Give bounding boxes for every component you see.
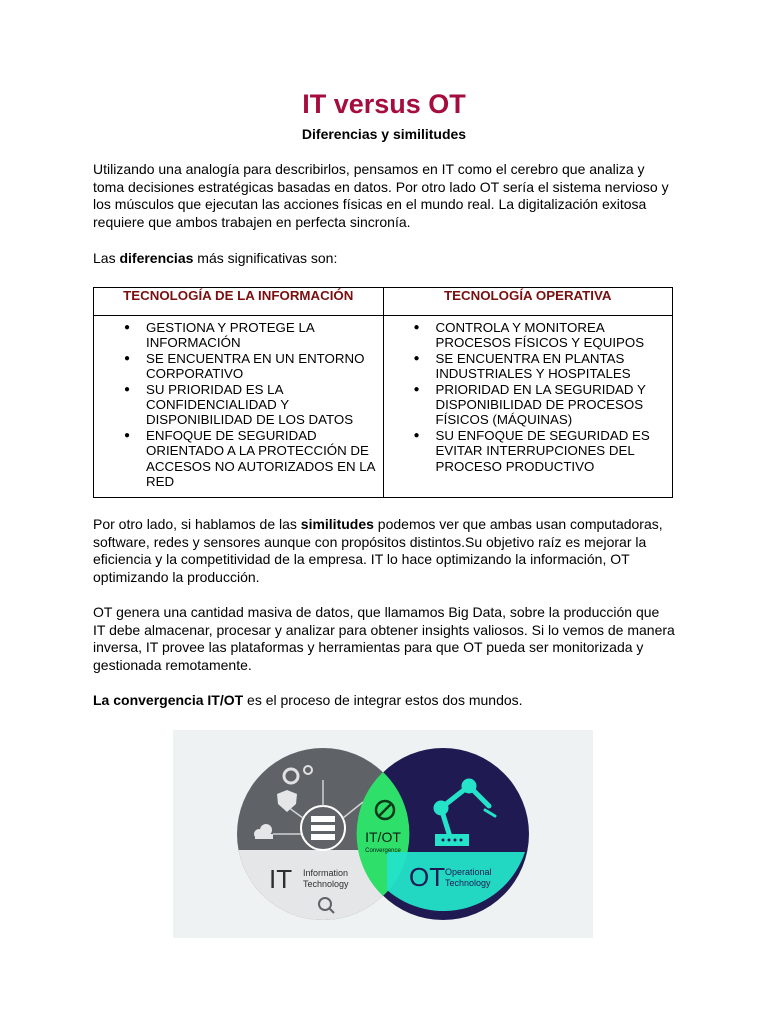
list-item: ● GESTIONA Y PROTEGE LA INFORMACIÓN — [146, 320, 377, 351]
list-item: ● CONTROLA Y MONITOREA PROCESOS FÍSICOS Y EQUIPOS — [436, 320, 667, 351]
similarities-keyword: similitudes — [300, 516, 374, 532]
center-label: IT/OT — [365, 829, 401, 845]
column-header-ot: TECNOLOGÍA OPERATIVA — [383, 288, 673, 316]
page-subtitle: Diferencias y similitudes — [301, 126, 467, 142]
center-sublabel: Convergence — [365, 848, 401, 854]
differences-lead-text: Las — [93, 250, 120, 266]
it-list — [100, 320, 377, 489]
big-data-paragraph: OT genera una cantidad masiva de datos, que llamamos Big Data, sobre la producción que IT debe almacenar, procesar y analizar para obtener insights valiosos. Si lo vemos de manera inversa, IT provee las plataformas y herramientas para que OT pueda ser monitorizada y gestionada remotamente. — [93, 604, 675, 673]
intro-paragraph: Utilizando una analogía para describirlos, pensamos en IT como el cerebro que analiza y toma decisiones estratégicas basadas en datos. Por otro lado OT sería el sistema nervioso y los músculos que ejecutan las acciones físicas en el mundo real. La digitalización exitosa requiere que ambos trabajen en perfecta sincronía. — [93, 161, 669, 230]
ot-abbr: OT — [409, 862, 446, 892]
it-line2: Technology — [303, 879, 349, 889]
it-line1: Information — [303, 868, 349, 878]
table-row — [94, 316, 673, 498]
it-abbr: IT — [269, 864, 293, 894]
similarities-paragraph — [93, 516, 675, 586]
list-item: ● SE ENCUENTRA EN PLANTAS INDUSTRIALES Y HOSPITALES — [436, 351, 667, 382]
table-header-row — [94, 288, 673, 316]
list-item: ● SE ENCUENTRA EN UN ENTORNO CORPORATIVO — [146, 351, 377, 382]
venn-diagram — [173, 730, 593, 938]
it-ot-convergence-illustration — [173, 730, 593, 938]
differences-lead-tail: más significativas son: — [193, 250, 338, 266]
comparison-table — [93, 287, 673, 498]
list-item: ● SU PRIORIDAD ES LA CONFIDENCIALIDAD Y DISPONIBILIDAD DE LOS DATOS — [146, 382, 377, 428]
ot-cell — [383, 316, 673, 498]
similarities-tail: podemos ver que ambas usan computadoras, software, redes y sensores aunque con propósitos distintos.Su objetivo raíz es mejorar la eficiencia y la competitividad de la empresa. IT lo hace optimizando la información, OT optimizando la producción. — [93, 516, 663, 585]
page-title: IT versus OT — [302, 89, 466, 119]
ot-line2: Technology — [445, 878, 491, 888]
ot-list — [390, 320, 667, 474]
list-item: ● SU ENFOQUE DE SEGURIDAD ES EVITAR INTERRUPCIONES DEL PROCESO PRODUCTIVO — [436, 428, 667, 474]
list-item: ● PRIORIDAD EN LA SEGURIDAD Y DISPONIBILIDAD DE PROCESOS FÍSICOS (MÁQUINAS) — [436, 382, 667, 428]
it-cell — [94, 316, 384, 498]
convergence-paragraph — [93, 692, 675, 710]
list-item: ● ENFOQUE DE SEGURIDAD ORIENTADO A LA PROTECCIÓN DE ACCESOS NO AUTORIZADOS EN LA RED — [146, 428, 377, 490]
similarities-lead: Por otro lado, si hablamos de las — [93, 516, 301, 532]
convergence-tail: es el proceso de integrar estos dos mundos. — [243, 692, 523, 708]
column-header-it: TECNOLOGÍA DE LA INFORMACIÓN — [94, 288, 384, 316]
differences-lead-paragraph — [93, 250, 675, 268]
ot-line1: Operational — [445, 867, 492, 877]
convergence-keyword: La convergencia IT/OT — [93, 692, 244, 708]
differences-keyword: diferencias — [119, 250, 194, 266]
